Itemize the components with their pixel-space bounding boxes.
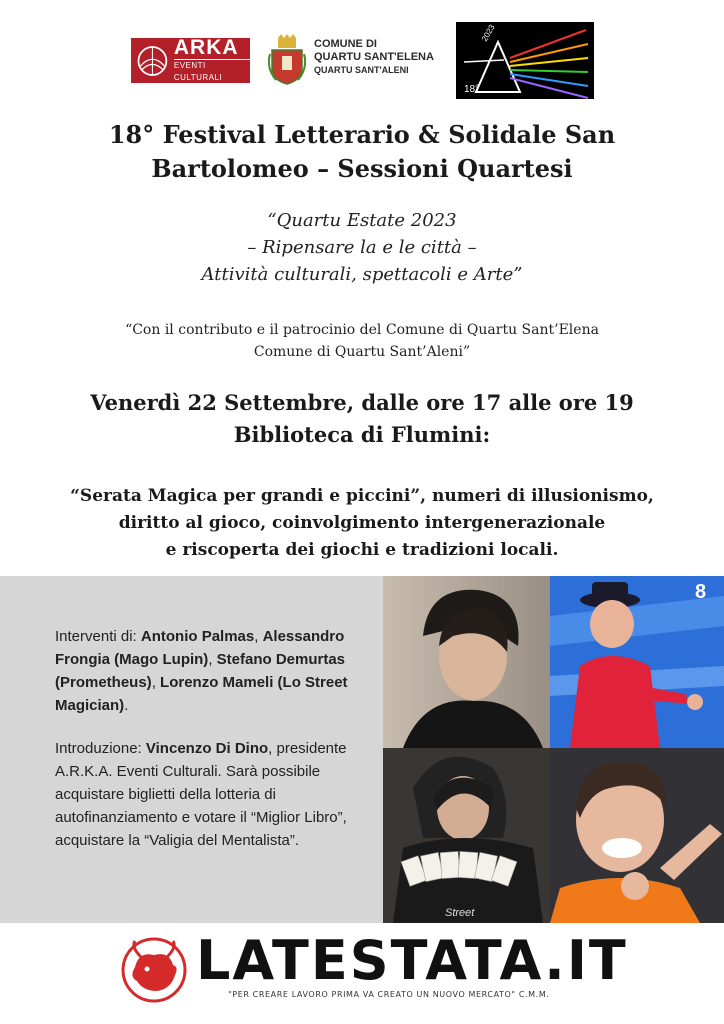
prism-icon [456,22,594,99]
page-title [0,118,724,186]
arka-logo [131,38,250,83]
subtitle-line3: Attività culturali, spettacoli e Arte” [201,264,523,285]
event-date [0,387,724,451]
introducer-role: , presidente A.R.K.A. Eventi Culturali. [55,740,347,780]
event-description [0,483,724,564]
info-text [55,625,375,872]
subtitle [0,207,724,288]
comune-line2: QUARTU SANT'ELENA [314,51,434,63]
title-line1: 18° Festival Letterario & Solidale San [108,120,616,149]
introduction-text: Sarà possibile acquistare biglietti della lotteria di autofinanziamento e votare il “Miglior Libro”, acquistare la “Valigia del Mentalista”. [55,763,347,849]
photo-magician-2 [550,576,724,748]
subtitle-line2: – Ripensare la e le città – [247,237,477,258]
patronage-line2: Comune di Quartu Sant’Aleni” [253,344,471,360]
introducer-name: Vincenzo Di Dino [145,740,269,757]
title-line2: Bartolomeo – Sessioni Quartesi [151,154,573,183]
photo-magician-3 [383,748,550,923]
separator: , [254,628,259,645]
arka-subtitle: EVENTI CULTURALI [173,61,223,82]
speaker-1: Antonio Palmas [140,628,255,645]
comune-logo [268,34,434,86]
separator: , [208,651,213,668]
separator: . [124,697,129,714]
description-line1: “Serata Magica per grandi e piccini”, numeri di illusionismo, [70,486,654,506]
crest-icon [268,34,306,86]
comune-line3: QUARTU SANT'ALENI [314,65,409,75]
globe-icon [135,42,170,80]
speaker-3: Stefano Demurtas (Prometheus) [55,651,346,691]
interventions-label: Interventi di: [55,628,141,645]
festival-year: 2023 [479,23,497,43]
speaker-2: Alessandro Frongia (Mago Lupin) [55,628,345,668]
introduction [55,737,375,852]
festival-logo [456,22,594,99]
interventions [55,625,375,717]
footer-brand: LATESTATA.IT [196,929,628,992]
speaker-4: Lorenzo Mameli (Lo Street Magician) [55,674,348,714]
patronage [0,319,724,363]
tv-logo: 8 [695,581,707,603]
footer-motto: "PER CREARE LAVORO PRIMA VA CREATO UN NUOVO MERCATO" C.M.M. [228,990,550,999]
subtitle-line1: “Quartu Estate 2023 [267,210,457,231]
cap-text: Street [445,907,475,919]
event-line2: Biblioteca di Flumini: [233,422,491,447]
patronage-line1: “Con il contributo e il patrocinio del Comune di Quartu Sant’Elena [125,322,599,338]
festival-badge: 18° [464,84,480,95]
separator: , [151,674,156,691]
photo-magician-4 [550,748,724,923]
introduction-label: Introduzione: [55,740,146,757]
bull-logo-icon [121,937,187,1003]
event-line1: Venerdì 22 Settembre, dalle ore 17 alle ore 19 [90,390,634,415]
description-line3: e riscoperta dei giochi e tradizioni locali. [165,540,559,560]
arka-name: ARKA [174,37,250,60]
comune-line1: COMUNE DI [314,38,377,50]
description-line2: diritto al gioco, coinvolgimento intergenerazionale [118,513,606,533]
photo-magician-1 [383,576,550,748]
